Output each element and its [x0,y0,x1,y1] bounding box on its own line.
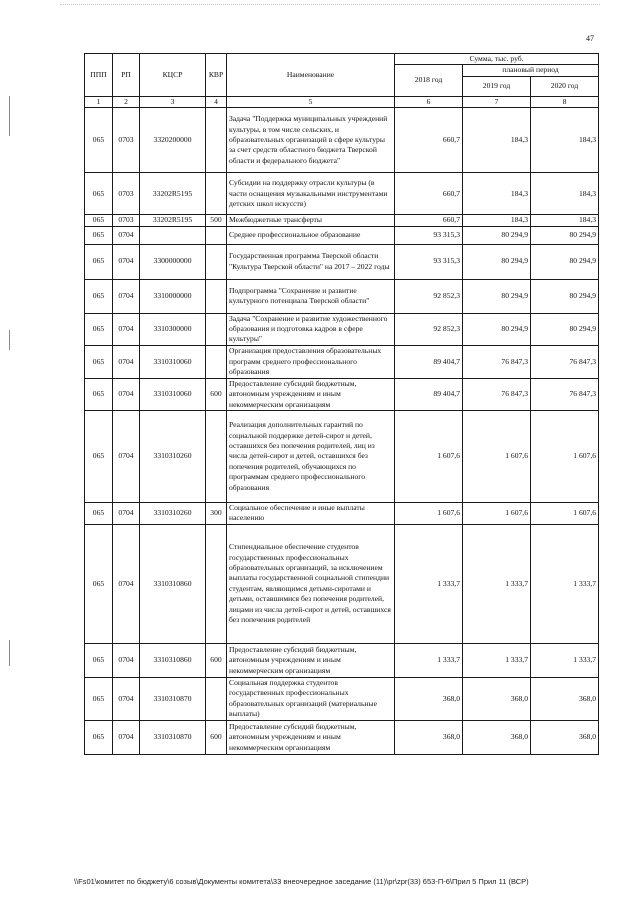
cell-name: Предоставление субсидий бюджетным, автономным учреждениям и иным некоммерческим организациям [227,378,395,410]
cell-ppp: 065 [85,279,113,313]
header-2020: 2020 год [531,76,599,96]
cell-name: Социальное обеспечение и иные выплаты населению [227,503,395,525]
col-number: 6 [395,96,463,107]
col-number: 7 [463,96,531,107]
cell-ppp: 065 [85,643,113,677]
cell-kcsr: 3300000000 [140,244,206,279]
col-number: 4 [206,96,227,107]
col-number: 2 [113,96,140,107]
cell-kvr [206,411,227,503]
cell-2020: 368,0 [531,720,599,754]
cell-ppp: 065 [85,244,113,279]
cell-ppp: 065 [85,226,113,244]
header-sum: Сумма, тыс. руб. [395,54,599,65]
cell-kvr: 300 [206,503,227,525]
cell-name: Межбюджетные трансферты [227,215,395,226]
cell-2019: 1 607,6 [463,503,531,525]
cell-2019: 80 294,9 [463,313,531,345]
header-rp: РП [113,54,140,97]
cell-2019: 76 847,3 [463,378,531,410]
cell-kcsr: 3310310860 [140,643,206,677]
header-2019: 2019 год [463,76,531,96]
cell-2018: 660,7 [395,173,463,215]
cell-name: Социальная поддержка студентов государственных профессиональных образовательных организаций (материальные выплаты) [227,677,395,720]
left-margin-mark [9,330,10,350]
col-number: 1 [85,96,113,107]
cell-2019: 76 847,3 [463,345,531,378]
scan-edge-artifact [60,4,600,9]
left-margin-mark [9,640,10,666]
cell-2019: 1 333,7 [463,524,531,643]
cell-name: Среднее профессиональное образование [227,226,395,244]
cell-2020: 76 847,3 [531,345,599,378]
cell-2018: 660,7 [395,215,463,226]
cell-ppp: 065 [85,720,113,754]
cell-kcsr: 3310310870 [140,720,206,754]
table-row [85,244,599,279]
cell-rp: 0704 [113,226,140,244]
cell-rp: 0704 [113,503,140,525]
cell-ppp: 065 [85,503,113,525]
cell-2018: 1 333,7 [395,524,463,643]
cell-2019: 1 607,6 [463,411,531,503]
cell-2020: 184,3 [531,173,599,215]
cell-ppp: 065 [85,108,113,173]
cell-2020: 184,3 [531,108,599,173]
cell-ppp: 065 [85,378,113,410]
cell-rp: 0704 [113,345,140,378]
page-number: 47 [586,34,594,43]
cell-kcsr: 3310310060 [140,378,206,410]
cell-kvr [206,244,227,279]
table-row [85,524,599,643]
cell-2020: 80 294,9 [531,313,599,345]
table-row [85,503,599,525]
cell-rp: 0704 [113,411,140,503]
cell-name: Задача "Сохранение и развитие художественного образования и подготовка кадров в сфере культуры" [227,313,395,345]
cell-kcsr: 33202R5195 [140,215,206,226]
cell-2018: 92 852,3 [395,279,463,313]
cell-2018: 92 852,3 [395,313,463,345]
cell-2020: 368,0 [531,677,599,720]
cell-ppp: 065 [85,524,113,643]
cell-2019: 368,0 [463,720,531,754]
cell-kvr [206,173,227,215]
cell-name: Задача "Поддержка муниципальных учреждений культуры, в том числе сельских, и образовательных организаций в сфере культуры за счет средств областного бюджета Тверской области и федерального бюджета" [227,108,395,173]
table-row [85,226,599,244]
cell-kvr [206,345,227,378]
table-row [85,108,599,173]
table-row [85,313,599,345]
cell-kvr: 600 [206,720,227,754]
cell-2020: 184,3 [531,215,599,226]
cell-2020: 1 607,6 [531,503,599,525]
cell-kvr: 600 [206,378,227,410]
cell-2018: 1 333,7 [395,643,463,677]
cell-2018: 1 607,6 [395,411,463,503]
table-row [85,215,599,226]
cell-2019: 80 294,9 [463,244,531,279]
cell-2019: 184,3 [463,173,531,215]
cell-2018: 93 315,3 [395,244,463,279]
cell-2020: 80 294,9 [531,244,599,279]
file-path-footer: \\Fs01\комитет по бюджету\6 созыв\Документы комитета\33 внеочередное заседание (11)\pr\zpr(33) 653-П-6\Прил 5 Прил 11 (ВСР) [74,877,529,886]
cell-name: Подпрограмма "Сохранение и развитие культурного потенциала Тверской области" [227,279,395,313]
cell-rp: 0703 [113,108,140,173]
cell-2020: 1 333,7 [531,643,599,677]
header-kcsr: КЦСР [140,54,206,97]
cell-ppp: 065 [85,313,113,345]
table-row [85,173,599,215]
cell-2019: 80 294,9 [463,226,531,244]
cell-2019: 184,3 [463,215,531,226]
cell-2019: 368,0 [463,677,531,720]
table-row [85,643,599,677]
cell-rp: 0704 [113,313,140,345]
cell-kvr [206,313,227,345]
cell-rp: 0704 [113,244,140,279]
cell-kvr [206,108,227,173]
cell-kcsr: 33202R5195 [140,173,206,215]
cell-kcsr: 3310310060 [140,345,206,378]
cell-ppp: 065 [85,345,113,378]
cell-rp: 0704 [113,677,140,720]
header-2018: 2018 год [395,65,463,96]
cell-name: Стипендиальное обеспечение студентов государственных профессиональных образовательных организаций, за исключением выплаты государственной социальной стипендии студентам, являющимся детьми-сиротами и детьми, оставшимися без попечения родителей, лицами из числа детей-сирот и детей, оставшихся без попечения родителей [227,524,395,643]
table-row [85,378,599,410]
cell-2018: 89 404,7 [395,378,463,410]
cell-rp: 0704 [113,378,140,410]
cell-rp: 0704 [113,279,140,313]
cell-2020: 80 294,9 [531,226,599,244]
cell-rp: 0703 [113,173,140,215]
cell-ppp: 065 [85,411,113,503]
table-row [85,411,599,503]
cell-2020: 1 333,7 [531,524,599,643]
col-number: 8 [531,96,599,107]
cell-2018: 368,0 [395,720,463,754]
cell-2019: 1 333,7 [463,643,531,677]
cell-kcsr: 3320200000 [140,108,206,173]
cell-kcsr: 3310310260 [140,411,206,503]
col-number: 5 [227,96,395,107]
cell-2020: 80 294,9 [531,279,599,313]
cell-2019: 80 294,9 [463,279,531,313]
cell-kcsr: 3310310870 [140,677,206,720]
cell-rp: 0703 [113,215,140,226]
cell-name: Организация предоставления образовательных программ среднего профессионального образования [227,345,395,378]
cell-kcsr: 3310310260 [140,503,206,525]
cell-rp: 0704 [113,524,140,643]
cell-2018: 368,0 [395,677,463,720]
cell-2019: 184,3 [463,108,531,173]
table-row [85,279,599,313]
cell-kvr: 500 [206,215,227,226]
table-row [85,345,599,378]
budget-table [84,53,599,755]
cell-kcsr [140,226,206,244]
cell-2018: 1 607,6 [395,503,463,525]
cell-kvr [206,677,227,720]
table-row [85,720,599,754]
cell-kvr [206,226,227,244]
cell-kcsr: 3310310860 [140,524,206,643]
cell-2018: 89 404,7 [395,345,463,378]
cell-rp: 0704 [113,643,140,677]
column-number-row [85,96,599,107]
header-ppp: ППП [85,54,113,97]
cell-ppp: 065 [85,173,113,215]
header-name: Наименование [227,54,395,97]
cell-2018: 93 315,3 [395,226,463,244]
header-kvr: КВР [206,54,227,97]
cell-kvr [206,524,227,643]
cell-2018: 660,7 [395,108,463,173]
cell-kcsr: 3310300000 [140,313,206,345]
cell-rp: 0704 [113,720,140,754]
cell-name: Предоставление субсидий бюджетным, автономным учреждениям и иным некоммерческим организациям [227,643,395,677]
table-row [85,677,599,720]
cell-kvr [206,279,227,313]
cell-name: Субсидии на поддержку отрасли культуры (в части оснащения музыкальными инструментами детских школ искусств) [227,173,395,215]
cell-2020: 1 607,6 [531,411,599,503]
cell-kcsr: 3310000000 [140,279,206,313]
cell-ppp: 065 [85,215,113,226]
cell-name: Реализация дополнительных гарантий по социальной поддержке детей-сирот и детей, оставшихся без попечения родителей, лиц из числа детей-сирот и детей, оставшихся без попечения родителей, обучающихся по программам среднего профессионального образования [227,411,395,503]
cell-2020: 76 847,3 [531,378,599,410]
cell-name: Предоставление субсидий бюджетным, автономным учреждениям и иным некоммерческим организациям [227,720,395,754]
cell-ppp: 065 [85,677,113,720]
left-margin-mark [9,96,10,136]
header-planned-period: плановый период [463,65,599,76]
cell-name: Государственная программа Тверской области "Культура Тверской области" на 2017 – 2022 годы [227,244,395,279]
cell-kvr: 600 [206,643,227,677]
col-number: 3 [140,96,206,107]
